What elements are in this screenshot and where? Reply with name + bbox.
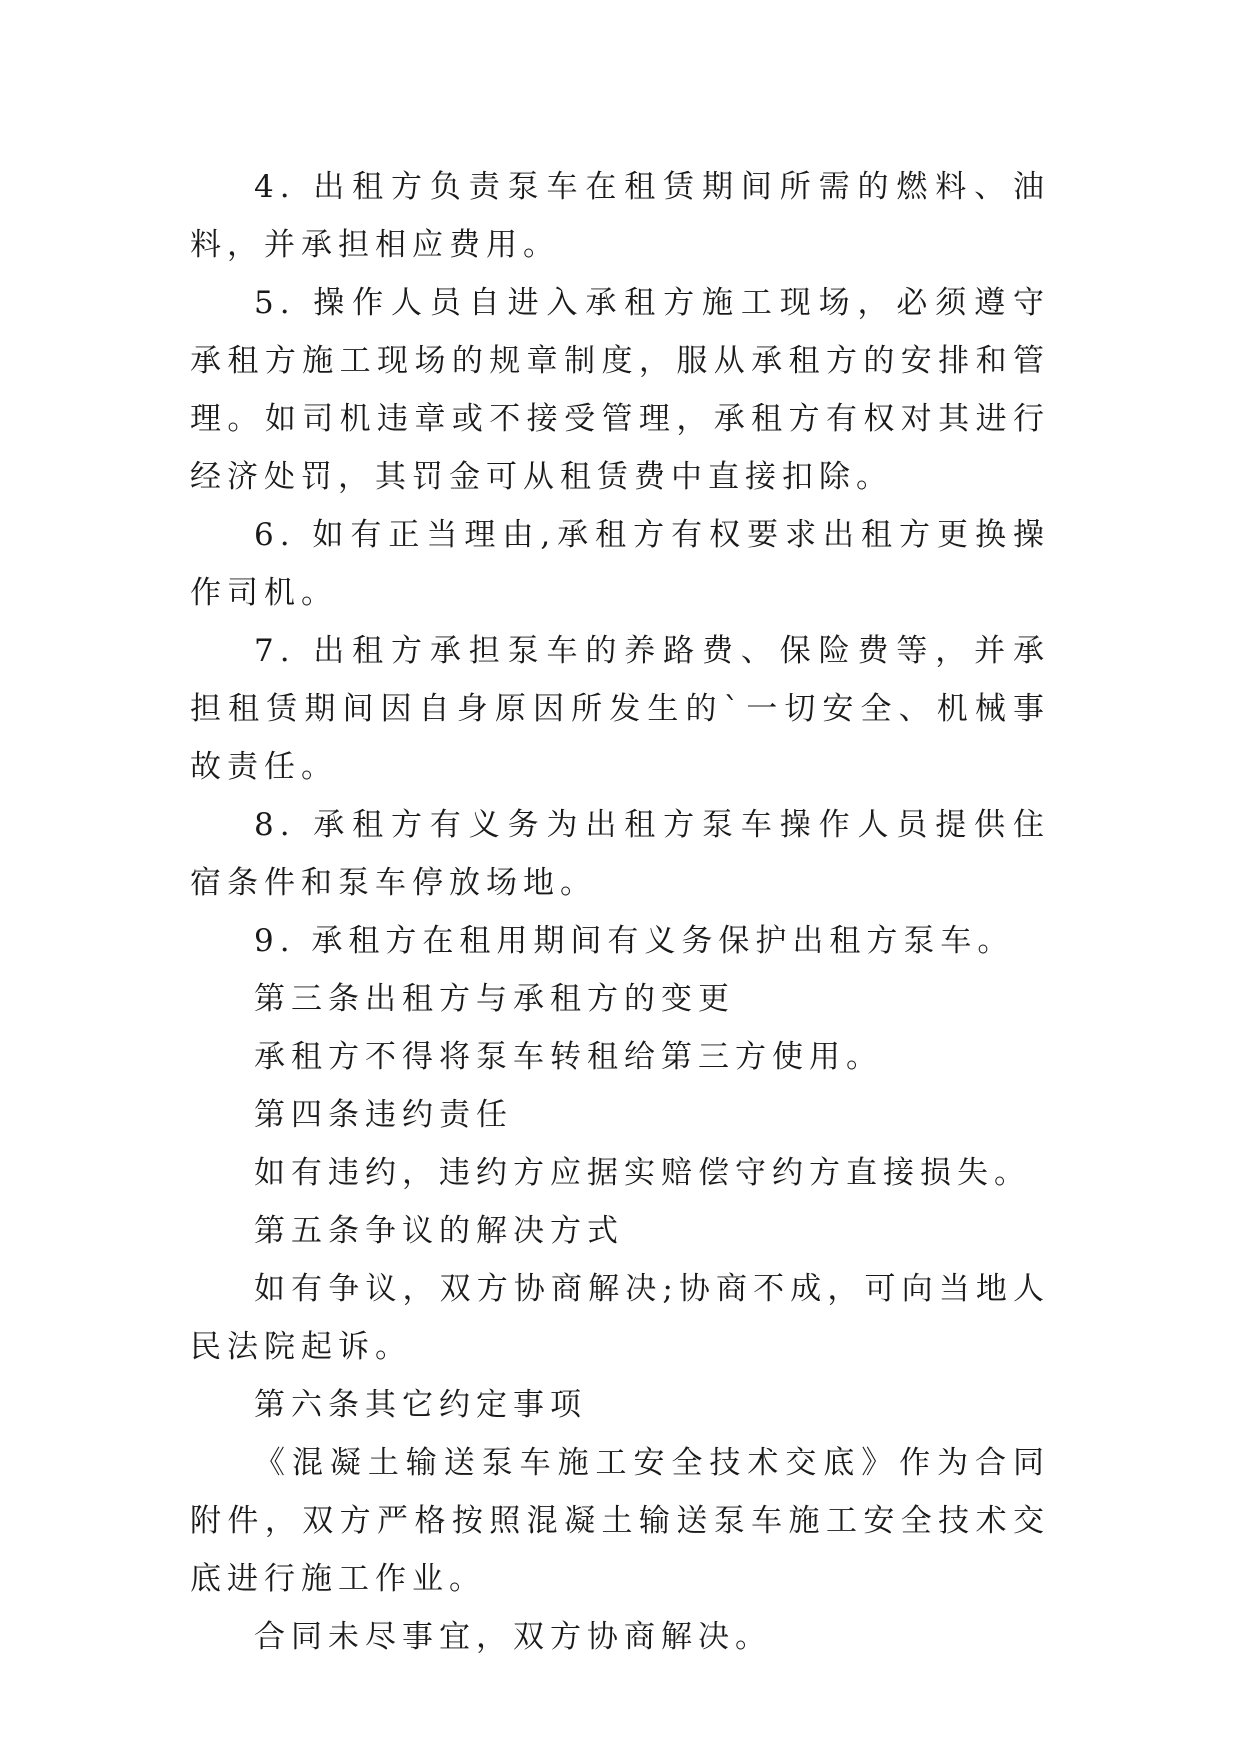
paragraph-clause-7: 7. 出租方承担泵车的养路费、保险费等，并承担租赁期间因自身原因所发生的`一切安全、机械事故责任。: [190, 633, 1050, 785]
paragraph-clause-5: 5. 操作人员自进入承租方施工现场，必须遵守承租方施工现场的规章制度，服从承租方的安排和管理。如司机违章或不接受管理，承租方有权对其进行经济处罚，其罚金可从租赁费中直接扣除。: [190, 285, 1050, 495]
section-heading-article-3: 第三条出租方与承租方的变更: [254, 981, 735, 1017]
paragraph-article-5-body: 如有争议，双方协商解决;协商不成，可向当地人民法院起诉。: [190, 1271, 1050, 1365]
paragraph-article-6-body: 《混凝土输送泵车施工安全技术交底》作为合同附件，双方严格按照混凝土输送泵车施工安全技术交底进行施工作业。: [190, 1445, 1050, 1597]
document-body: [190, 158, 1050, 1666]
paragraph-closing: 合同未尽事宜，双方协商解决。: [254, 1619, 772, 1655]
paragraph-clause-4: 4. 出租方负责泵车在租赁期间所需的燃料、油料，并承担相应费用。: [190, 169, 1050, 263]
section-heading-article-4: 第四条违约责任: [254, 1097, 513, 1133]
paragraph-article-3-body: 承租方不得将泵车转租给第三方使用。: [254, 1039, 883, 1075]
paragraph-clause-8: 8. 承租方有义务为出租方泵车操作人员提供住宿条件和泵车停放场地。: [190, 807, 1050, 901]
paragraph-clause-6: 6. 如有正当理由,承租方有权要求出租方更换操作司机。: [190, 517, 1050, 611]
paragraph-article-4-body: 如有违约，违约方应据实赔偿守约方直接损失。: [254, 1155, 1031, 1191]
section-heading-article-6: 第六条其它约定事项: [254, 1387, 587, 1423]
paragraph-clause-9: 9. 承租方在租用期间有义务保护出租方泵车。: [254, 923, 1015, 959]
section-heading-article-5: 第五条争议的解决方式: [254, 1213, 624, 1249]
